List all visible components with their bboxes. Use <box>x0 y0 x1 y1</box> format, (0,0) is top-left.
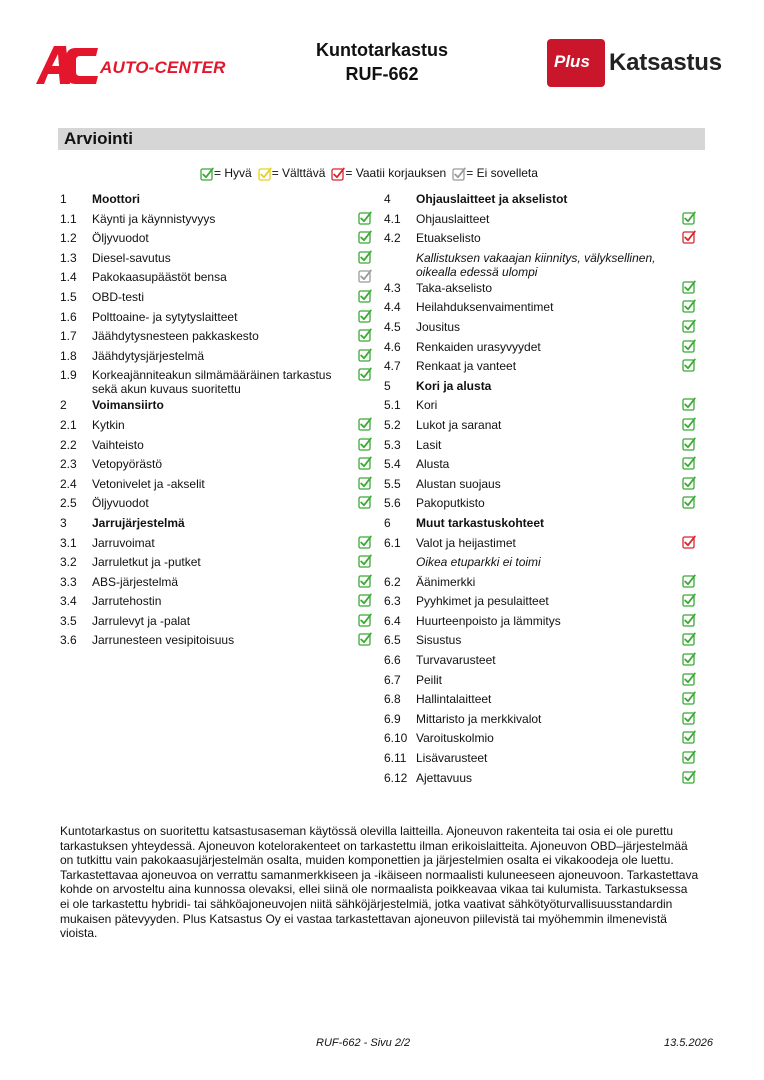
item-number: 3.3 <box>60 574 77 589</box>
status-ok-check-icon <box>358 456 372 470</box>
item-number: 1.5 <box>60 289 77 304</box>
checklist-row <box>60 210 372 230</box>
item-label: Jarrujärjestelmä <box>92 515 185 530</box>
status-ok-check-icon <box>358 535 372 549</box>
status-ok-check-icon <box>682 397 696 411</box>
item-label: Alustan suojaus <box>416 476 501 491</box>
item-number: 4.7 <box>384 359 401 374</box>
status-fix-check-icon <box>682 535 696 549</box>
checklist-row <box>384 690 696 710</box>
status-ok-check-icon <box>358 437 372 451</box>
legend-label: = Välttävä <box>271 166 326 181</box>
print-date: 13.5.2026 <box>664 1037 713 1049</box>
item-number: 5.5 <box>384 476 401 491</box>
status-ok-check-icon <box>682 339 696 353</box>
defect-note <box>384 553 696 573</box>
legend-item-ok <box>200 166 252 181</box>
checklist-row <box>384 494 696 514</box>
ac-monogram-icon <box>36 44 100 86</box>
status-ok-check-icon <box>682 358 696 372</box>
status-indicator <box>682 456 696 473</box>
title-line-2: RUF-662 <box>345 64 419 84</box>
status-indicator <box>682 613 696 630</box>
checklist-row <box>60 612 372 632</box>
item-label: Mittaristo ja merkkivalot <box>416 711 542 726</box>
item-number: 6.2 <box>384 574 401 589</box>
document-title <box>282 38 482 86</box>
status-ok-check-icon <box>358 417 372 431</box>
status-indicator <box>358 593 372 610</box>
title-line-1: Kuntotarkastus <box>315 40 449 60</box>
status-indicator <box>682 730 696 747</box>
item-label: Jarrutehostin <box>92 594 162 609</box>
item-label: Vetonivelet ja -akselit <box>92 476 205 491</box>
status-ok-check-icon <box>200 167 214 181</box>
status-indicator <box>682 476 696 493</box>
status-indicator <box>358 211 372 228</box>
status-ok-check-icon <box>358 250 372 264</box>
item-label: Vetopyörästö <box>92 457 163 472</box>
status-indicator <box>358 230 372 247</box>
item-label: Kytkin <box>92 417 125 432</box>
item-number: 1.3 <box>60 250 77 265</box>
section-header <box>58 128 705 150</box>
status-ok-check-icon <box>682 672 696 686</box>
checklist-row <box>60 288 372 308</box>
checklist-row <box>60 436 372 456</box>
auto-center-wordmark: AUTO-CENTER <box>100 58 226 77</box>
item-number: 4.2 <box>384 231 401 246</box>
status-ok-check-icon <box>682 593 696 607</box>
item-label: Ohjauslaitteet <box>416 211 490 226</box>
item-label: Vaihteisto <box>92 437 144 452</box>
status-ok-check-icon <box>682 280 696 294</box>
item-label: Sisustus <box>416 633 462 648</box>
item-number: 5.2 <box>384 417 401 432</box>
item-number: 4.4 <box>384 300 401 315</box>
checklist-row <box>60 553 372 573</box>
item-number: 6.3 <box>384 594 401 609</box>
item-number: 1.9 <box>60 368 77 383</box>
item-label: Korkeajänniteakun silmämääräinen tarkastus sekä akun kuvaus suoritettu <box>92 368 332 397</box>
checklist-row <box>60 268 372 288</box>
status-indicator <box>682 397 696 414</box>
status-ok-check-icon <box>358 613 372 627</box>
status-indicator <box>682 632 696 649</box>
status-indicator <box>682 652 696 669</box>
status-indicator <box>682 691 696 708</box>
status-ok-check-icon <box>358 554 372 568</box>
legend-label: = Ei sovelleta <box>466 166 538 181</box>
status-indicator <box>358 554 372 571</box>
status-legend <box>200 166 544 182</box>
status-indicator <box>358 328 372 345</box>
checklist-row <box>60 592 372 612</box>
item-label: Muut tarkastuskohteet <box>416 515 545 530</box>
checklist-row <box>384 455 696 475</box>
item-number: 1.1 <box>60 211 77 226</box>
status-ok-check-icon <box>358 476 372 490</box>
category-heading <box>60 190 372 210</box>
status-indicator <box>682 358 696 375</box>
status-ok-check-icon <box>358 593 372 607</box>
item-number: 2 <box>60 398 67 413</box>
checklist-row <box>384 651 696 671</box>
item-label: Öljyvuodot <box>92 496 149 511</box>
item-label: Lukot ja saranat <box>416 417 502 432</box>
status-ok-check-icon <box>682 652 696 666</box>
item-number: 4.6 <box>384 339 401 354</box>
status-indicator <box>358 417 372 434</box>
item-number: 3.6 <box>60 633 77 648</box>
item-label: OBD-testi <box>92 289 145 304</box>
item-label: Öljyvuodot <box>92 231 149 246</box>
item-label: Kori <box>416 398 438 413</box>
status-ok-check-icon <box>682 711 696 725</box>
item-label: Lisävarusteet <box>416 751 488 766</box>
checklist-row <box>60 475 372 495</box>
status-na-check-icon <box>452 167 466 181</box>
checklist-row <box>384 749 696 769</box>
plus-katsastus-logo <box>547 39 727 89</box>
item-number: 2.3 <box>60 457 77 472</box>
category-heading <box>384 514 696 534</box>
status-indicator <box>358 632 372 649</box>
checklist-row <box>60 229 372 249</box>
status-ok-check-icon <box>682 437 696 451</box>
checklist-row <box>60 347 372 367</box>
checklist-row <box>384 210 696 230</box>
checklist-row <box>60 455 372 475</box>
status-indicator <box>358 574 372 591</box>
katsastus-wordmark: Katsastus <box>609 49 722 76</box>
legend-label: = Vaatii korjauksen <box>345 166 447 181</box>
item-label: Huurteenpoisto ja lämmitys <box>416 613 561 628</box>
item-number: 3.2 <box>60 555 77 570</box>
status-fair-check-icon <box>258 167 272 181</box>
item-label: Varoituskolmio <box>416 731 494 746</box>
checklist-row <box>384 416 696 436</box>
item-number: 1.6 <box>60 309 77 324</box>
status-ok-check-icon <box>358 574 372 588</box>
checklist-row <box>384 573 696 593</box>
category-heading <box>60 514 372 534</box>
item-number: 4 <box>384 192 391 206</box>
item-number: 1.2 <box>60 231 77 246</box>
status-ok-check-icon <box>682 613 696 627</box>
item-number: 1.8 <box>60 348 77 363</box>
item-label: Voimansiirto <box>92 398 164 413</box>
item-label: ABS-järjestelmä <box>92 574 179 589</box>
left-checklist-column <box>60 190 372 651</box>
category-heading <box>384 190 696 210</box>
status-fix-check-icon <box>331 167 345 181</box>
item-label: Turvavarusteet <box>416 653 496 668</box>
checklist-row <box>384 318 696 338</box>
checklist-row <box>384 592 696 612</box>
item-label: Jarrulevyt ja -palat <box>92 613 191 628</box>
status-ok-check-icon <box>682 770 696 784</box>
status-indicator <box>682 770 696 787</box>
item-label: Taka-akselisto <box>416 280 493 295</box>
item-label: Peilit <box>416 672 443 687</box>
category-heading <box>384 377 696 397</box>
status-indicator <box>682 535 696 552</box>
item-number: 6.1 <box>384 535 401 550</box>
checklist-row <box>60 249 372 269</box>
status-ok-check-icon <box>682 299 696 313</box>
checklist-row <box>384 279 696 299</box>
status-indicator <box>358 348 372 365</box>
defect-note <box>384 249 696 279</box>
right-checklist-column <box>384 190 696 788</box>
status-ok-check-icon <box>682 750 696 764</box>
status-indicator <box>358 535 372 552</box>
item-label: Kallistuksen vakaajan kiinnitys, välyksellinen, oikealla edessä ulompi <box>416 250 656 279</box>
status-ok-check-icon <box>358 309 372 323</box>
status-ok-check-icon <box>358 495 372 509</box>
status-ok-check-icon <box>682 632 696 646</box>
item-label: Diesel-savutus <box>92 250 171 265</box>
item-label: Renkaat ja vanteet <box>416 359 517 374</box>
status-indicator <box>682 299 696 316</box>
status-ok-check-icon <box>682 691 696 705</box>
item-label: Käynti ja käynnistyvyys <box>92 211 216 226</box>
status-indicator <box>358 437 372 454</box>
status-indicator <box>358 476 372 493</box>
status-ok-check-icon <box>682 456 696 470</box>
plus-logo-box: Plus <box>547 39 605 87</box>
item-number: 6.7 <box>384 672 401 687</box>
item-number: 1 <box>60 192 67 206</box>
status-indicator <box>358 613 372 630</box>
item-number: 2.4 <box>60 476 77 491</box>
status-indicator <box>682 319 696 336</box>
status-indicator <box>682 437 696 454</box>
item-label: Alusta <box>416 457 450 472</box>
item-number: 5.4 <box>384 457 401 472</box>
item-number: 5.3 <box>384 437 401 452</box>
checklist-row <box>384 710 696 730</box>
status-na-check-icon <box>358 269 372 283</box>
status-indicator <box>358 309 372 326</box>
checklist-row <box>384 436 696 456</box>
status-ok-check-icon <box>682 495 696 509</box>
status-indicator <box>358 250 372 267</box>
item-label: Lasit <box>416 437 442 452</box>
status-indicator <box>682 339 696 356</box>
item-label: Hallintalaitteet <box>416 692 492 707</box>
item-label: Renkaiden urasyvyydet <box>416 339 541 354</box>
item-number: 6.12 <box>384 770 408 785</box>
status-indicator <box>682 280 696 297</box>
item-label: Oikea etuparkki ei toimi <box>416 555 541 570</box>
status-fix-check-icon <box>682 230 696 244</box>
item-number: 3.5 <box>60 613 77 628</box>
legend-item-na <box>452 166 538 181</box>
item-label: Pyyhkimet ja pesulaitteet <box>416 594 549 609</box>
item-number: 5 <box>384 378 391 393</box>
status-indicator <box>682 750 696 767</box>
checklist-row <box>60 366 372 396</box>
section-title: Arviointi <box>64 129 133 148</box>
checklist-row <box>60 416 372 436</box>
status-ok-check-icon <box>358 230 372 244</box>
checklist-row <box>384 729 696 749</box>
item-label: Ajettavuus <box>416 770 473 785</box>
status-ok-check-icon <box>358 348 372 362</box>
item-number: 6.8 <box>384 692 401 707</box>
checklist-row <box>384 229 696 249</box>
status-indicator <box>358 495 372 512</box>
item-number: 2.2 <box>60 437 77 452</box>
checklist-row <box>60 573 372 593</box>
item-number: 3.4 <box>60 594 77 609</box>
item-label: Ohjauslaitteet ja akselistot <box>416 192 568 206</box>
status-ok-check-icon <box>358 367 372 381</box>
item-label: Jäähdytysjärjestelmä <box>92 348 205 363</box>
item-label: Moottori <box>92 192 140 206</box>
checklist-row <box>60 308 372 328</box>
checklist-row <box>384 338 696 358</box>
status-indicator <box>358 289 372 306</box>
item-number: 5.6 <box>384 496 401 511</box>
item-label: Polttoaine- ja sytytyslaitteet <box>92 309 238 324</box>
item-number: 2.5 <box>60 496 77 511</box>
page-number: RUF-662 - Sivu 2/2 <box>316 1037 411 1049</box>
status-indicator <box>682 495 696 512</box>
item-label: Valot ja heijastimet <box>416 535 516 550</box>
checklist-row <box>60 494 372 514</box>
item-label: Pakoputkisto <box>416 496 485 511</box>
item-label: Jäähdytysnesteen pakkaskesto <box>92 329 259 344</box>
item-label: Äänimerkki <box>416 574 476 589</box>
status-indicator <box>682 593 696 610</box>
status-indicator <box>358 456 372 473</box>
item-label: Heilahduksenvaimentimet <box>416 300 554 315</box>
status-indicator <box>682 230 696 247</box>
status-indicator <box>682 417 696 434</box>
status-ok-check-icon <box>358 289 372 303</box>
item-number: 6.4 <box>384 613 401 628</box>
disclaimer-text: Kuntotarkastus on suoritettu katsastusaseman käytössä olevilla laitteilla. Ajoneuvon rakenteita tai osia ei ole purettu tarkastuksen yhteydessä. Ajoneuvon kotelorakenteet on tarkastettu ilman erikoislaitteita. Ajoneuvon OBD–järjestelmää on tutkittu vain pakokaasujärjestelmän osalta, muiden komponettien ja järjestelmien osalta ei vikakoodeja ole luettu. Tarkastettavaa ajoneuvoa on verrattu samanmerkkiseen ja -ikäiseen normaalisti kuluneeseen ajoneuvoon. Tarkastettava kohde on arvosteltu aina kunnossa olevaksi, ellei siinä ole normaalista poikkeavaa vikaa tai kulumista. Tarkastuksessa ei ole tarkastettu hybridi- tai sähköajoneuvojen niitä sähköjärjestelmiä, jotka vaativat sähkötyöturvallisuusstandardin mukaisen pätevyyden. Plus Katsastus Oy ei vastaa tarkastettavan ajoneuvon piilevistä tai myöhemmin ilmenevistä vioista. <box>60 824 699 941</box>
status-indicator <box>682 711 696 728</box>
item-number: 4.1 <box>384 211 401 226</box>
auto-center-logo <box>36 44 226 86</box>
status-ok-check-icon <box>358 328 372 342</box>
item-number: 6.10 <box>384 731 408 746</box>
legend-item-fix <box>331 166 446 181</box>
status-ok-check-icon <box>358 211 372 225</box>
status-indicator <box>682 211 696 228</box>
checklist-row <box>384 298 696 318</box>
item-label: Jarruletkut ja -putket <box>92 555 201 570</box>
item-label: Pakokaasupäästöt bensa <box>92 270 227 285</box>
status-ok-check-icon <box>682 476 696 490</box>
item-label: Jarrunesteen vesipitoisuus <box>92 633 235 648</box>
item-label: Kori ja alusta <box>416 378 492 393</box>
item-number: 5.1 <box>384 398 401 413</box>
status-ok-check-icon <box>358 632 372 646</box>
item-number: 2.1 <box>60 417 77 432</box>
checklist-row <box>384 631 696 651</box>
status-indicator <box>358 367 372 384</box>
checklist-row <box>384 534 696 554</box>
item-number: 3.1 <box>60 535 77 550</box>
item-number: 4.3 <box>384 280 401 295</box>
checklist-row <box>384 475 696 495</box>
item-number: 6 <box>384 515 391 530</box>
category-heading <box>60 396 372 416</box>
item-number: 1.4 <box>60 270 77 285</box>
status-ok-check-icon <box>682 574 696 588</box>
status-ok-check-icon <box>682 730 696 744</box>
status-ok-check-icon <box>682 319 696 333</box>
checklist-row <box>384 612 696 632</box>
checklist-row <box>60 631 372 651</box>
status-indicator <box>682 574 696 591</box>
status-ok-check-icon <box>682 211 696 225</box>
legend-label: = Hyvä <box>214 166 252 181</box>
legend-item-fair <box>258 166 326 181</box>
checklist-row <box>384 769 696 789</box>
item-number: 3 <box>60 515 67 530</box>
item-label: Jousitus <box>416 319 461 334</box>
checklist-row <box>60 327 372 347</box>
item-label: Etuakselisto <box>416 231 481 246</box>
item-number: 6.5 <box>384 633 401 648</box>
item-number: 4.5 <box>384 319 401 334</box>
status-indicator <box>682 672 696 689</box>
status-indicator <box>358 269 372 286</box>
checklist-row <box>384 357 696 377</box>
checklist-row <box>60 534 372 554</box>
checklist-row <box>384 396 696 416</box>
item-number: 6.9 <box>384 711 401 726</box>
item-number: 1.7 <box>60 329 77 344</box>
checklist-row <box>384 671 696 691</box>
item-label: Jarruvoimat <box>92 535 155 550</box>
status-ok-check-icon <box>682 417 696 431</box>
item-number: 6.11 <box>384 751 407 766</box>
item-number: 6.6 <box>384 653 401 668</box>
